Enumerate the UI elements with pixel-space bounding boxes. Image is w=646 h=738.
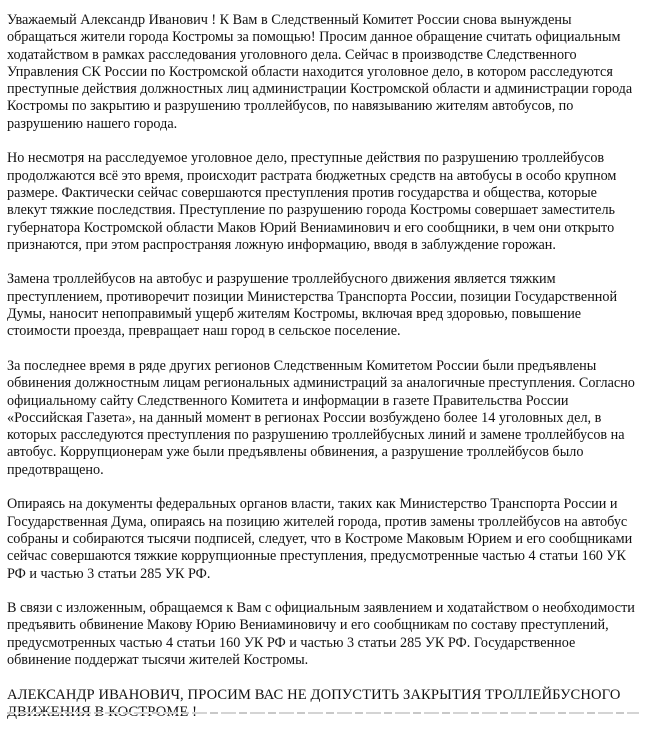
paragraph-ongoing-crimes: Но несмотря на расследуемое уголовное дело, преступные действия по разрушению троллейбусов продолжаются всё это время, происходит растрата бюджетных средств на автобусы в особо крупном размере. Фактически сейчас совершаются преступления против государства и общества, которые влекут тяжкие последствия. Преступление по разрушению города Костромы совершает заместитель губернатора Костромской области Маков Юрий Вениаминович и его сообщники, в чем они открыто признаются, при этом распространяя ложную информацию, вводя в заблуждение горожан. (7, 150, 617, 253)
petition-letter (7, 12, 639, 738)
truncated-text-line (7, 710, 639, 716)
closing-appeal: АЛЕКСАНДР ИВАНОВИЧ, ПРОСИМ ВАС НЕ ДОПУСТИТЬ ЗАКРЫТИЯ ТРОЛЛЕЙБУСНОГО (7, 686, 621, 703)
paragraph-request: В связи с изложенным, обращаемся к Вам с официальным заявлением и ходатайством о необходимости предъявить обвинение Макову Юрию Вениаминовичу и его сообщникам по составу преступлений, предусмотренных частью 4 статьи 160 УК РФ и частью 3 статьи 285 УК РФ. Государственное обвинение поддержат тысячи жителей Костромы. (7, 600, 635, 668)
paragraph-federal-documents: Опираясь на документы федеральных органов власти, таких как Министерство Транспорта России и Государственная Дума, опираясь на позицию жителей города, против замены троллейбусов на автобус собраны и собираются тысячи подписей, следует, что в Костроме Маковым Юрием и его сообщниками сейчас совершаются тяжкие коррупционные преступления, предусмотренные частью 4 статьи 160 УК РФ и частью 3 статьи 285 УК РФ. (7, 496, 633, 582)
paragraph-other-regions: За последнее время в ряде других регионов Следственным Комитетом России были предъявлены обвинения должностным лицам региональных администраций за аналогичные преступления. Согласно официальному сайту Следственного Комитета и информации в газете Правительства России «Российская Газета», на данный момент в регионах России возбуждено более 14 уголовных дел, в которых расследуются преступления по разрушению троллейбусных линий и замене троллейбусов на автобус. Коррупционерам уже были предъявлены обвинения, а разрушение троллейбусов было предотвращено. (7, 357, 635, 478)
paragraph-greeting: Уважаемый Александр Иванович ! К Вам в Следственный Комитет России снова вынуждены обращаться жители города Костромы за помощью! Просим данное обращение считать официальным ходатайством в рамках расследования уголовного дела. Сейчас в производстве Следственного Управления СК России по Костромской области находится уголовное дело, в котором расследуются преступные действия должностных лиц администрации Костромской области и администрации города Костромы по закрытию и разрушению троллейбусов, по навязыванию жителям автобусов, по разрушению нашего города. (7, 12, 633, 132)
paragraph-replacement-harm: Замена троллейбусов на автобус и разрушение троллейбусного движения является тяжким преступлением, противоречит позиции Министерства Транспорта России, позиции Государственной Думы, наносит непоправимый ущерб жителям Костромы, включая вред здоровью, повышение стоимости проезда, превращает наш город в сельское поселение. (7, 271, 618, 340)
